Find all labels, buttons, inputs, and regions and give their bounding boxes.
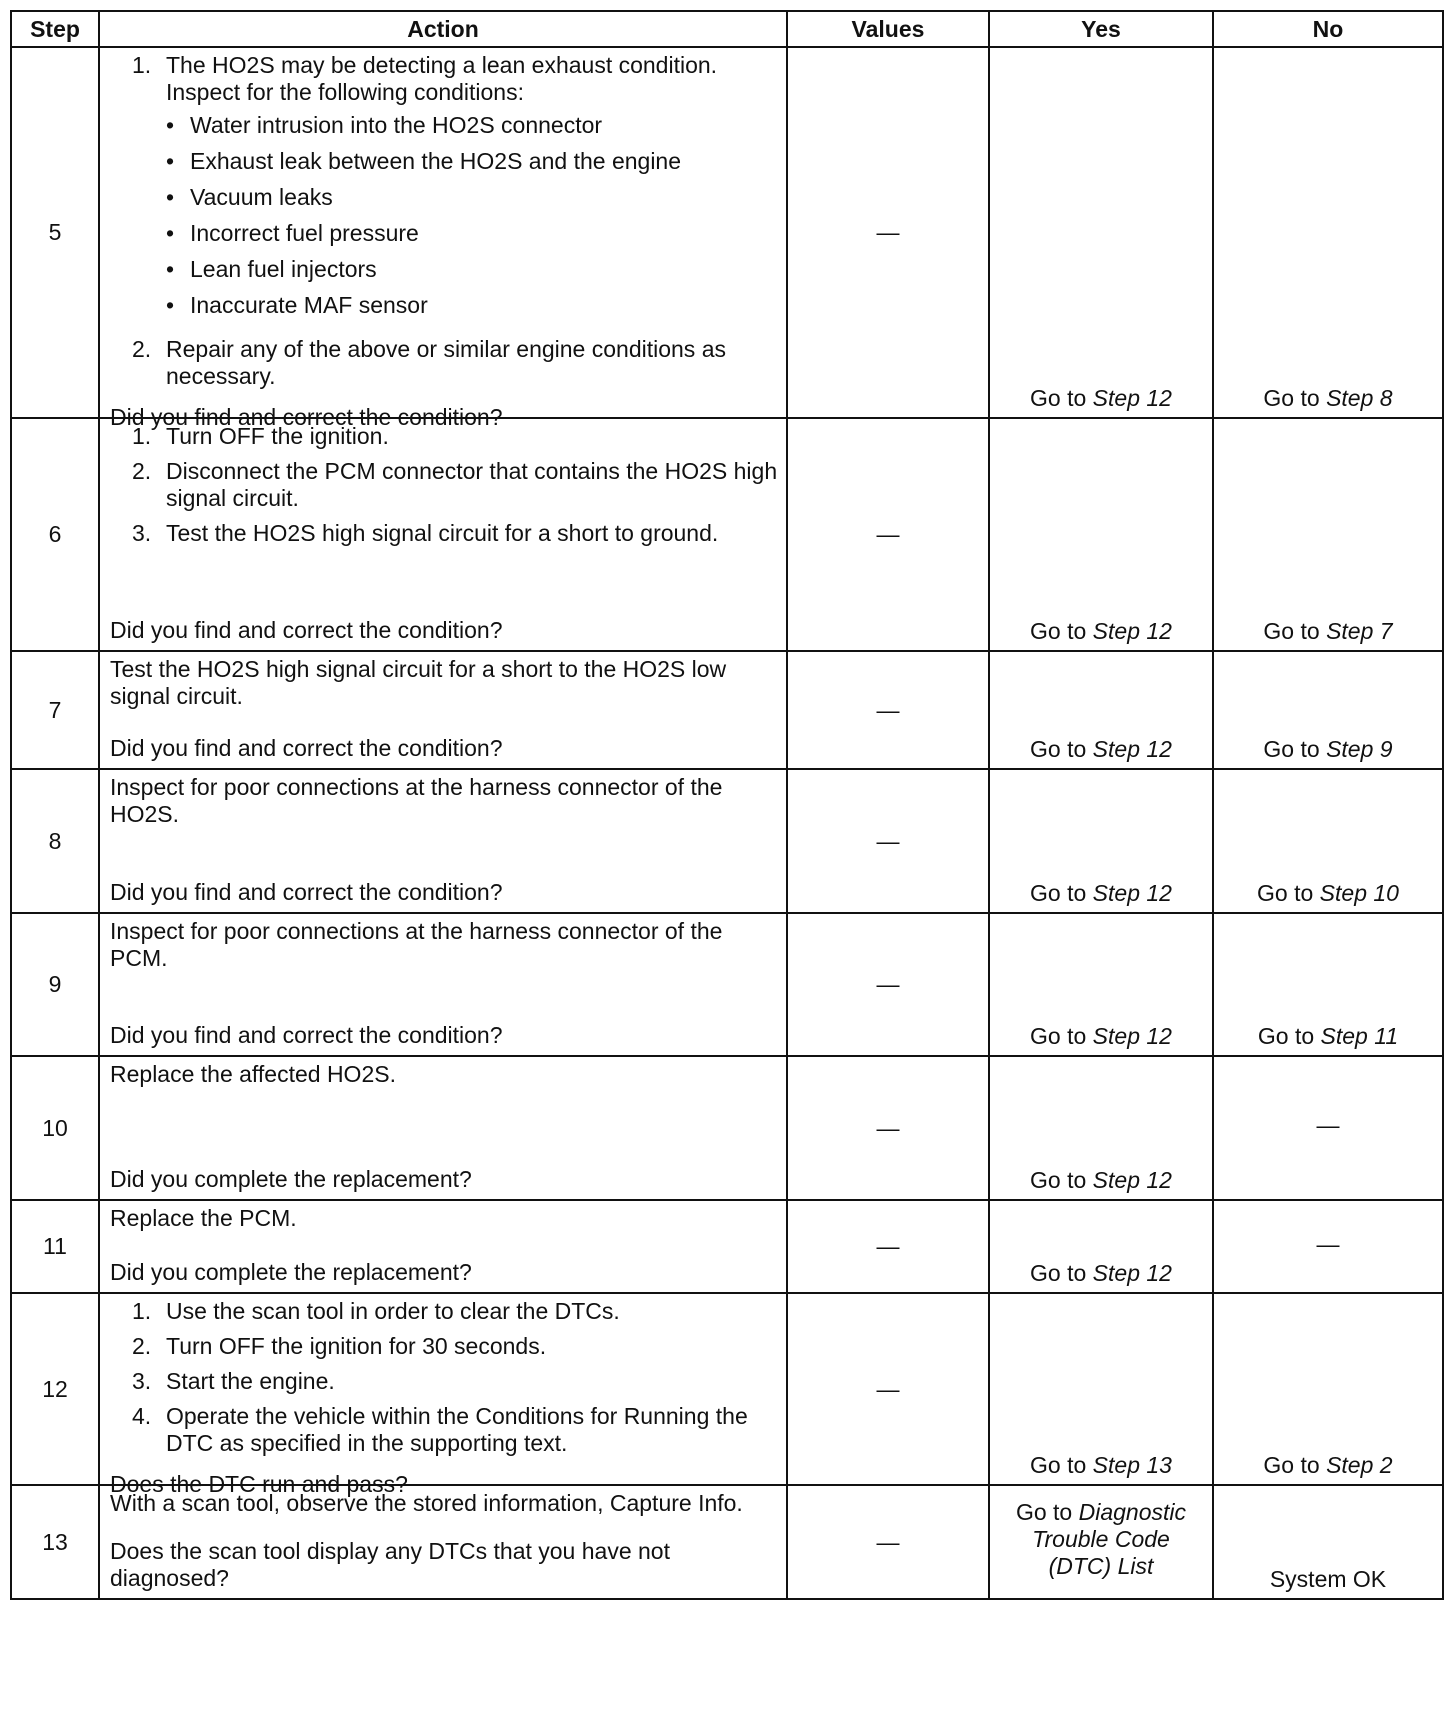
action-content xyxy=(110,1298,778,1497)
header-no: No xyxy=(1213,11,1443,47)
action-step-number: 1. xyxy=(132,1298,152,1324)
condition-item xyxy=(166,292,778,319)
values-cell: — xyxy=(787,1485,989,1599)
yes-cell xyxy=(989,1056,1213,1200)
table-row xyxy=(11,1056,1443,1200)
condition-text: Water intrusion into the HO2S connector xyxy=(190,112,603,138)
yes-reference: Step 12 xyxy=(1092,1260,1172,1286)
action-step-number: 4. xyxy=(132,1403,152,1429)
condition-item xyxy=(166,148,778,175)
values-cell: — xyxy=(787,1293,989,1485)
condition-item xyxy=(166,184,778,211)
yes-cell xyxy=(989,651,1213,769)
yes-cell xyxy=(989,418,1213,651)
action-instructions xyxy=(110,52,778,398)
yes-reference: Step 12 xyxy=(1092,618,1172,644)
action-question: Did you find and correct the condition? xyxy=(110,735,503,761)
action-step-text: Use the scan tool in order to clear the DTCs. xyxy=(166,1298,620,1324)
no-cell xyxy=(1213,1293,1443,1485)
no-cell xyxy=(1213,769,1443,913)
action-step-body xyxy=(166,1333,778,1360)
no-cell xyxy=(1213,1485,1443,1599)
values-cell: — xyxy=(787,1200,989,1293)
action-content xyxy=(110,1205,778,1286)
step-number: 13 xyxy=(11,1485,99,1599)
yes-prefix: Go to xyxy=(1030,385,1087,411)
header-action: Action xyxy=(99,11,787,47)
action-step xyxy=(110,423,778,450)
action-step-text: The HO2S may be detecting a lean exhaust condition. Inspect for the following conditions: xyxy=(166,52,718,105)
action-cell xyxy=(99,651,787,769)
action-content xyxy=(110,918,778,1049)
action-steps-list xyxy=(110,1298,778,1457)
no-result: — xyxy=(1316,1230,1340,1257)
condition-text: Exhaust leak between the HO2S and the engine xyxy=(190,148,682,174)
action-step-text: Repair any of the above or similar engine conditions as necessary. xyxy=(166,336,726,389)
action-step-body xyxy=(166,336,778,390)
action-cell xyxy=(99,1485,787,1599)
yes-prefix: Go to xyxy=(1030,880,1087,906)
action-step xyxy=(110,1298,778,1325)
action-instructions xyxy=(110,918,778,976)
no-cell xyxy=(1213,1200,1443,1293)
yes-reference: Step 12 xyxy=(1092,736,1172,762)
action-step xyxy=(110,1333,778,1360)
no-cell xyxy=(1213,418,1443,651)
bullet-icon: • xyxy=(166,112,175,138)
action-content xyxy=(110,423,778,644)
action-step-text: Disconnect the PCM connector that contains the HO2S high signal circuit. xyxy=(166,458,778,511)
action-step-number: 1. xyxy=(132,423,152,449)
action-content xyxy=(110,774,778,906)
yes-reference: Step 12 xyxy=(1092,385,1172,411)
yes-prefix: Go to xyxy=(1030,1260,1087,1286)
action-instructions xyxy=(110,1490,778,1521)
values-cell: — xyxy=(787,47,989,418)
action-step-number: 1. xyxy=(132,52,152,78)
action-cell xyxy=(99,1293,787,1497)
yes-result xyxy=(1011,1499,1191,1580)
action-step xyxy=(110,520,778,547)
action-instructions xyxy=(110,656,778,714)
action-step-body xyxy=(166,520,778,547)
header-values: Values xyxy=(787,11,989,47)
yes-cell xyxy=(989,47,1213,418)
no-cell xyxy=(1213,47,1443,418)
yes-reference: Step 12 xyxy=(1092,1167,1172,1193)
action-content xyxy=(110,656,778,762)
action-steps-list xyxy=(110,52,778,390)
bullet-icon: • xyxy=(166,220,175,246)
no-reference: Step 11 xyxy=(1320,1023,1399,1049)
table-row xyxy=(11,47,1443,418)
action-question: Did you find and correct the condition? xyxy=(110,879,503,905)
yes-prefix: Go to xyxy=(1015,1499,1073,1525)
action-text: Test the HO2S high signal circuit for a short to the HO2S low signal circuit. xyxy=(110,656,727,709)
table-row xyxy=(11,1200,1443,1293)
yes-cell xyxy=(989,1293,1213,1485)
bullet-icon: • xyxy=(166,184,175,210)
action-question: Does the scan tool display any DTCs that you have not diagnosed? xyxy=(110,1538,670,1591)
action-text: With a scan tool, observe the stored information, Capture Info. xyxy=(110,1490,743,1516)
no-reference: Step 7 xyxy=(1326,618,1393,644)
yes-reference: Diagnostic Trouble Code (DTC) List xyxy=(1032,1499,1187,1579)
action-instructions xyxy=(110,1205,778,1236)
no-prefix: Go to xyxy=(1263,618,1320,644)
action-instructions xyxy=(110,774,778,832)
action-step xyxy=(110,1368,778,1395)
condition-item xyxy=(166,112,778,139)
step-number: 12 xyxy=(11,1293,99,1485)
action-step-number: 2. xyxy=(132,458,152,484)
action-cell xyxy=(99,47,787,430)
action-question: Did you complete the replacement? xyxy=(110,1259,472,1285)
no-cell xyxy=(1213,651,1443,769)
no-prefix: Go to xyxy=(1257,1023,1315,1049)
action-step-body xyxy=(166,1298,778,1325)
step-number: 7 xyxy=(11,651,99,769)
yes-cell xyxy=(989,769,1213,913)
yes-prefix: Go to xyxy=(1030,618,1087,644)
step-number: 9 xyxy=(11,913,99,1056)
action-step xyxy=(110,336,778,390)
action-step-text: Turn OFF the ignition. xyxy=(166,423,389,449)
table-row xyxy=(11,651,1443,769)
values-cell: — xyxy=(787,1056,989,1200)
action-content xyxy=(110,52,778,430)
action-question: Did you complete the replacement? xyxy=(110,1166,472,1192)
action-question: Did you find and correct the condition? xyxy=(110,1022,503,1048)
action-step-text: Turn OFF the ignition for 30 seconds. xyxy=(166,1333,547,1359)
action-step-body xyxy=(166,1403,778,1457)
action-step-number: 2. xyxy=(132,1333,152,1359)
diagnostic-table xyxy=(10,10,1444,1600)
step-number: 8 xyxy=(11,769,99,913)
yes-reference: Step 12 xyxy=(1092,1023,1172,1049)
step-number: 6 xyxy=(11,418,99,651)
action-step-body xyxy=(166,458,778,512)
action-content xyxy=(110,1490,778,1592)
yes-prefix: Go to xyxy=(1030,1452,1087,1478)
yes-prefix: Go to xyxy=(1030,1023,1087,1049)
condition-text: Incorrect fuel pressure xyxy=(190,220,419,246)
condition-text: Inaccurate MAF sensor xyxy=(190,292,428,318)
condition-text: Lean fuel injectors xyxy=(190,256,377,282)
no-cell xyxy=(1213,1056,1443,1200)
action-cell xyxy=(99,1056,787,1200)
yes-cell xyxy=(989,1200,1213,1293)
yes-cell xyxy=(989,1485,1213,1599)
bullet-icon: • xyxy=(166,292,175,318)
no-prefix: Go to xyxy=(1263,385,1320,411)
table-row xyxy=(11,1485,1443,1599)
action-step-body xyxy=(166,1368,778,1395)
no-prefix: Go to xyxy=(1263,1452,1320,1478)
action-instructions xyxy=(110,423,778,555)
action-step xyxy=(110,1403,778,1457)
yes-prefix: Go to xyxy=(1030,1167,1087,1193)
action-cell xyxy=(99,913,787,1056)
table-row xyxy=(11,1293,1443,1485)
header-yes: Yes xyxy=(989,11,1213,47)
yes-reference: Step 12 xyxy=(1092,880,1172,906)
no-reference: Step 8 xyxy=(1326,385,1393,411)
action-text: Replace the PCM. xyxy=(110,1205,297,1231)
action-cell xyxy=(99,1200,787,1293)
no-result: System OK xyxy=(1269,1566,1387,1592)
action-step-body xyxy=(166,52,778,328)
condition-item xyxy=(166,220,778,247)
action-step-body xyxy=(166,423,778,450)
no-cell xyxy=(1213,913,1443,1056)
no-result: — xyxy=(1316,1112,1340,1138)
condition-item xyxy=(166,256,778,283)
yes-reference: Step 13 xyxy=(1092,1452,1172,1478)
action-text: Replace the affected HO2S. xyxy=(110,1061,396,1087)
action-instructions xyxy=(110,1061,778,1092)
action-step-number: 3. xyxy=(132,520,152,546)
values-cell: — xyxy=(787,769,989,913)
values-cell: — xyxy=(787,913,989,1056)
table-row xyxy=(11,418,1443,651)
step-number: 5 xyxy=(11,47,99,418)
no-reference: Step 10 xyxy=(1319,880,1399,906)
no-reference: Step 2 xyxy=(1326,1452,1393,1478)
action-step-number: 2. xyxy=(132,336,152,362)
action-step-number: 3. xyxy=(132,1368,152,1394)
action-cell xyxy=(99,418,787,651)
bullet-icon: • xyxy=(166,256,175,282)
action-instructions xyxy=(110,1298,778,1465)
action-steps-list xyxy=(110,423,778,547)
action-step-text: Operate the vehicle within the Conditions for Running the DTC as specified in the supporting text. xyxy=(166,1403,748,1456)
condition-text: Vacuum leaks xyxy=(190,184,333,210)
table-row xyxy=(11,769,1443,913)
condition-list xyxy=(166,112,778,319)
action-text: Inspect for poor connections at the harness connector of the HO2S. xyxy=(110,774,723,827)
action-step-text: Start the engine. xyxy=(166,1368,335,1394)
values-cell: — xyxy=(787,418,989,651)
table-row xyxy=(11,913,1443,1056)
yes-prefix: Go to xyxy=(1030,736,1087,762)
action-cell xyxy=(99,769,787,913)
action-step xyxy=(110,458,778,512)
action-question: Does the DTC run and pass? xyxy=(110,1471,408,1497)
header-step: Step xyxy=(11,11,99,47)
action-question: Did you find and correct the condition? xyxy=(110,404,503,430)
values-cell: — xyxy=(787,651,989,769)
action-question: Did you find and correct the condition? xyxy=(110,617,503,643)
action-step xyxy=(110,52,778,328)
header-row xyxy=(11,11,1443,47)
step-number: 10 xyxy=(11,1056,99,1200)
no-reference: Step 9 xyxy=(1326,736,1393,762)
action-content xyxy=(110,1061,778,1193)
action-step-text: Test the HO2S high signal circuit for a short to ground. xyxy=(166,520,719,546)
no-prefix: Go to xyxy=(1263,736,1320,762)
yes-cell xyxy=(989,913,1213,1056)
no-prefix: Go to xyxy=(1257,880,1314,906)
step-number: 11 xyxy=(11,1200,99,1293)
bullet-icon: • xyxy=(166,148,175,174)
action-text: Inspect for poor connections at the harness connector of the PCM. xyxy=(110,918,723,971)
